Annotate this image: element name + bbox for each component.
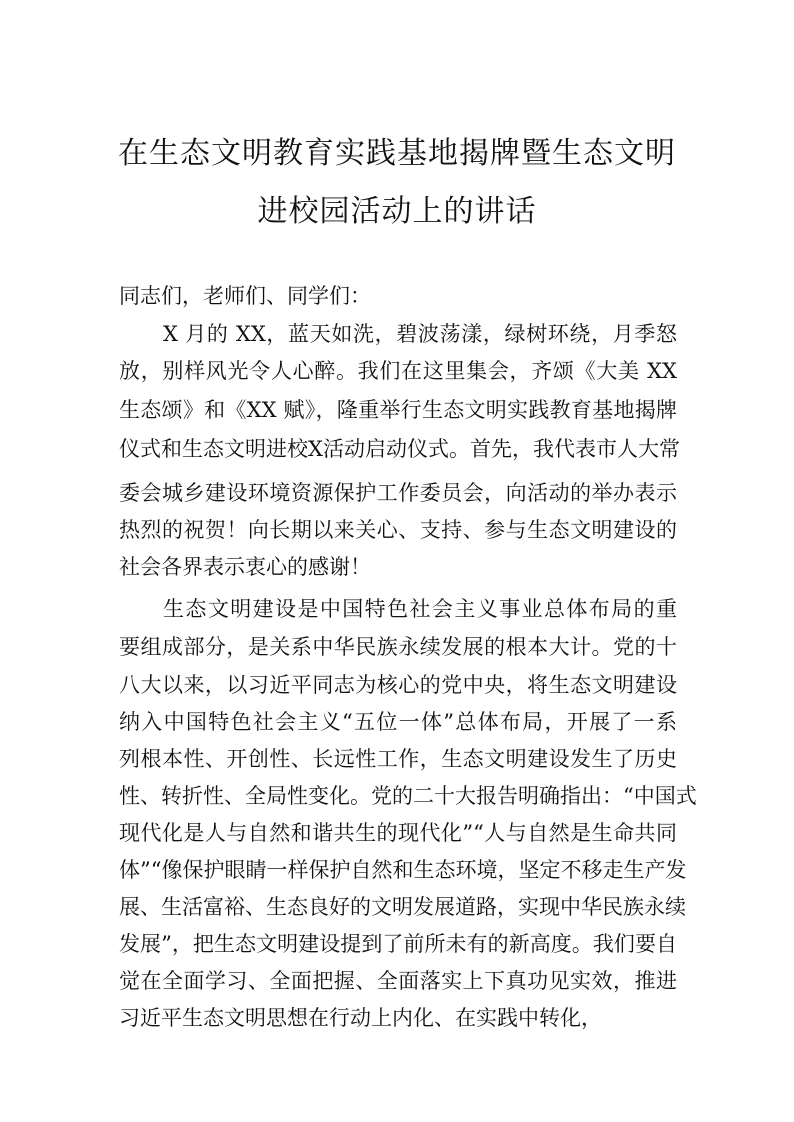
document-title-line-2: 进校园活动上的讲话 [257, 194, 537, 229]
paragraph-2-line: 觉在全面学习、全面把握、全面落实上下真功见实效，推进 [119, 969, 677, 993]
paragraph-1-line: 热烈的祝贺！向长期以来关心、支持、参与生态文明建设的 [119, 518, 677, 542]
paragraph-2-line: 生态文明建设是中国特色社会主义事业总体布局的重 [163, 597, 677, 621]
paragraph-1-line: X 月的 XX，蓝天如洗，碧波荡漾，绿树环绕，月季怒 [163, 322, 677, 346]
paragraph-1-line: 生态颂》和《XX 赋》，隆重举行生态文明实践教育基地揭牌 [119, 398, 677, 422]
paragraph-1-line: 仪式和生态文明进校X活动启动仪式。首先，我代表市人大常 [119, 437, 680, 461]
paragraph-1-line: 社会各界表示衷心的感谢！ [119, 555, 371, 579]
paragraph-2-line: 体”“像保护眼睛一样保护自然和生态环境，坚定不移走生产发 [119, 858, 687, 882]
paragraph-2-line: 现代化是人与自然和谐共生的现代化”“人与自然是生命共同 [119, 821, 677, 845]
salutation: 同志们，老师们、同学们： [119, 284, 371, 308]
paragraph-2-line: 展、生活富裕、生态良好的文明发展道路，实现中华民族永续 [119, 895, 686, 919]
paragraph-1-line: 放，别样风光令人心醉。我们在这里集会，齐颂《大美 XX [119, 359, 677, 383]
paragraph-2-line: 习近平生态文明思想在行动上内化、在实践中转化， [119, 1006, 602, 1030]
paragraph-2-line: 八大以来，以习近平同志为核心的党中央，将生态文明建设 [119, 673, 677, 697]
paragraph-2-line: 性、转折性、全局性变化。党的二十大报告明确指出：“中国式 [119, 784, 697, 808]
document-title-line-1: 在生态文明教育实践基地揭牌暨生态文明 [118, 136, 676, 171]
paragraph-2-line: 发展”，把生态文明建设提到了前所未有的新高度。我们要自 [119, 932, 677, 956]
paragraph-1-line: 委会城乡建设环境资源保护工作委员会，向活动的举办表示 [119, 481, 677, 505]
paragraph-2-line: 列根本性、开创性、长远性工作，生态文明建设发生了历史 [119, 747, 677, 771]
paragraph-2-line: 要组成部分，是关系中华民族永续发展的根本大计。党的十 [119, 635, 677, 659]
paragraph-2-line: 纳入中国特色社会主义“五位一体”总体布局，开展了一系 [119, 710, 677, 734]
